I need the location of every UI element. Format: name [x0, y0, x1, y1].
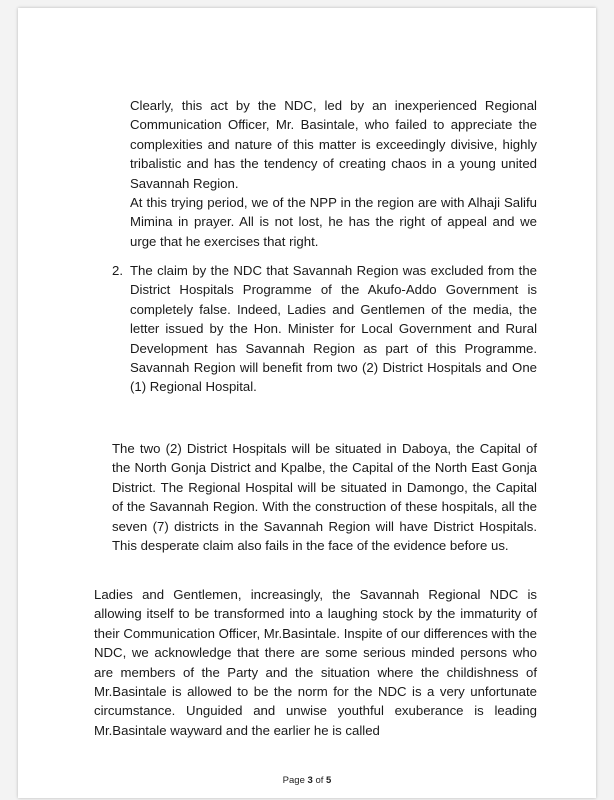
- list-item-2: [112, 261, 537, 397]
- list-number: 2.: [112, 263, 123, 278]
- current-page-number: 3: [307, 775, 313, 786]
- page-footer: [18, 775, 596, 786]
- paragraph-district-hospitals: The two (2) District Hospitals will be situated in Daboya, the Capital of the North Gonja District and Kpalbe, the Capital of the North East Gonja District. The Regional Hospital will be situated in Damongo, the Capital of the Savannah Region. With the construction of these hospitals, all the seven (7) districts in the Savannah Region will have District Hospitals. This desperate claim also fails in the face of the evidence before us.: [112, 441, 537, 554]
- paragraph-trying-period: At this trying period, we of the NPP in the region are with Alhaji Salifu Mimina in prayer. All is not lost, he has the right of appeal and we urge that he exercises that right.: [130, 195, 537, 249]
- of-word: of: [315, 775, 324, 786]
- total-pages-number: 5: [326, 775, 332, 786]
- page-word: Page: [282, 775, 305, 786]
- document-page: [18, 8, 596, 798]
- paragraph-laughing-stock: Ladies and Gentlemen, increasingly, the Savannah Regional NDC is allowing itself to be transformed into a laughing stock by the immaturity of their Communication Officer, Mr.Basintale. Inspite of our differences with the NDC, we acknowledge that there are some serious minded persons who are members of the Party and the situation where the childishness of Mr.Basintale is allowed to be the norm for the NDC is a very unfortunate circumstance. Unguided and unwise youthful exuberance is leading Mr.Basintale wayward and the earlier he is called: [94, 587, 537, 738]
- paragraph-clearly: Clearly, this act by the NDC, led by an inexperienced Regional Communication Officer, Mr. Basintale, who failed to appreciate the complexities and nature of this matter is exceedingly divisive, highly tribalistic and has the tendency of creating chaos in a young united Savannah Region.: [130, 98, 537, 191]
- paragraph-basintale-act: [130, 96, 537, 251]
- list-item-text: The claim by the NDC that Savannah Region was excluded from the District Hospitals Programme of the Akufo-Addo Government is completely false. Indeed, Ladies and Gentlemen of the media, the letter issued by the Hon. Minister for Local Government and Rural Development has Savannah Region as part of this Programme. Savannah Region will benefit from two (2) District Hospitals and One (1) Regional Hospital.: [130, 263, 537, 395]
